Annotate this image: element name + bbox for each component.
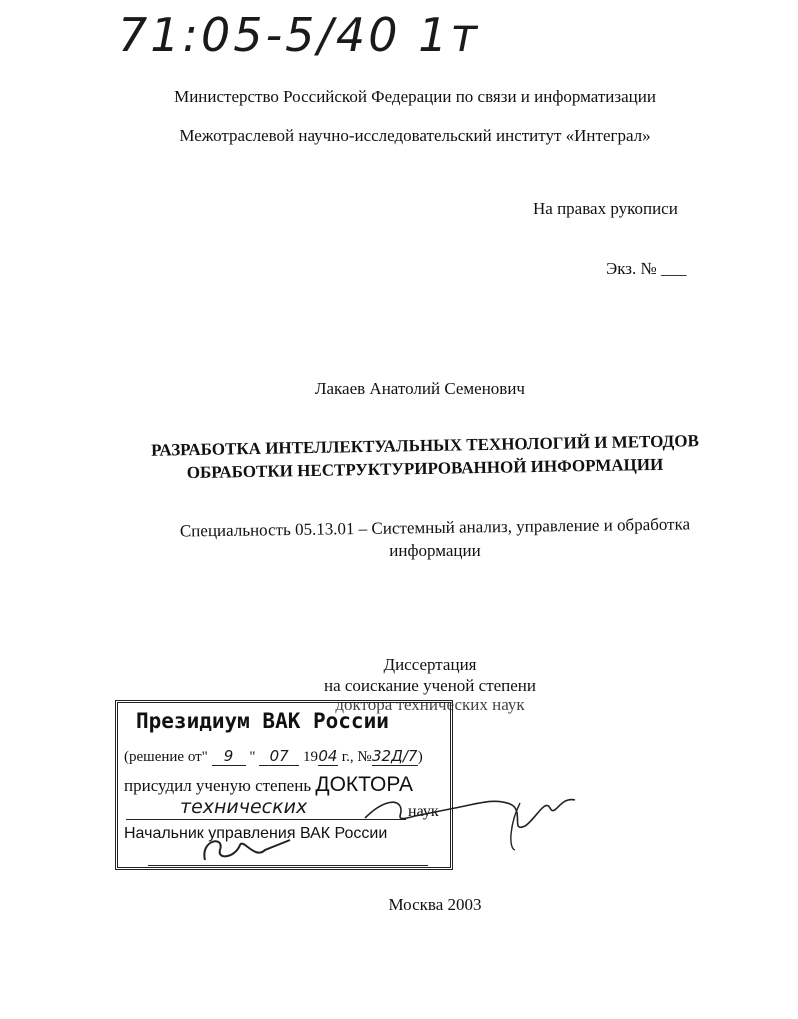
stamp-decision-line: [124, 747, 423, 766]
decision-year: 04: [318, 747, 338, 765]
institute-name: Межотраслевой научно-исследовательский институт «Интеграл»: [179, 126, 651, 145]
handwritten-code: 71:05-5/40 1т: [118, 8, 481, 62]
decision-number: 32Д/7: [372, 747, 418, 765]
decision-year-prefix: 19: [302, 749, 318, 765]
degree-sought: на соискание ученой степени: [323, 676, 537, 695]
specialty-line2: информации: [389, 541, 481, 560]
author-signature-icon: [360, 778, 590, 858]
awarded-degree: ДОКТОРА: [315, 773, 413, 796]
author-name: Лакаев Анатолий Семенович: [314, 379, 525, 398]
decision-suffix: ): [417, 749, 423, 765]
decision-month: 07: [259, 747, 299, 766]
decision-number-label: г., №: [341, 749, 372, 765]
decision-day: 9: [212, 747, 246, 766]
manuscript-rights: На правах рукописи: [533, 199, 678, 218]
copy-number: Экз. № ___: [606, 259, 687, 278]
head-signature-icon: [195, 830, 305, 870]
stamp-head-title: Начальник управления ВАК России: [124, 825, 388, 842]
field-handwritten: технических: [180, 796, 308, 818]
ministry-name: Министерство Российской Федерации по связи и информатизации: [174, 87, 656, 106]
decision-prefix: (решение от": [124, 749, 208, 765]
stamp-heading: Президиум ВАК России: [136, 709, 389, 733]
city-year: Москва 2003: [388, 895, 482, 914]
dissertation-title-line2: ОБРАБОТКИ НЕСТРУКТУРИРОВАННОЙ ИНФОРМАЦИИ: [186, 454, 664, 483]
field-suffix: наук: [408, 803, 439, 820]
awarded-text: присудил ученую степень: [124, 776, 312, 795]
decision-quote: ": [249, 749, 256, 765]
degree-field: доктора технических наук: [335, 695, 525, 714]
dissertation-title-line1: РАЗРАБОТКА ИНТЕЛЛЕКТУАЛЬНЫХ ТЕХНОЛОГИЙ И МЕТОДОВ: [151, 431, 699, 460]
specialty-line1: Специальность 05.13.01 – Системный анализ, управление и обработка: [179, 514, 691, 541]
dissertation-label: Диссертация: [383, 655, 477, 674]
